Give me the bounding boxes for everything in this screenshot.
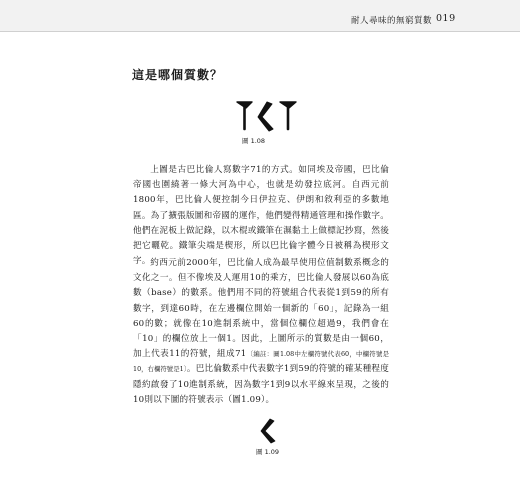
running-title: 耐人尋味的無窮質數 [350,16,432,26]
paragraph-2 [133,256,389,408]
header-divider [0,31,520,32]
babylonian-cuneiform-71-icon [232,98,302,134]
paragraph-2-text [133,256,389,408]
figure-2-caption: 圖 1.09 [256,448,280,456]
babylonian-cuneiform-ten-icon [257,418,279,444]
paragraph-1-text: 上圖是古巴比倫人寫數字71的方式。如同埃及帝國，巴比倫帝國也圍繞著一條大河為中心，也就是幼發拉底河。自西元前1800年，巴比倫人便控制今日伊拉克、伊朗和敘利亞的多數地區。為了擴張版圖和帝國的運作，他們變得精通管理和操作數字。他們在泥板上做記錄，以木棍或鐵筆在濕黏土上做標記抄寫，然後把它曬乾。鐵筆尖端是楔形，所以巴比倫字體今日被稱為楔形文字。 [133,165,389,267]
paragraph-2-tail: 。巴比倫數系中代表數字1到59的符號的確某種程度隱約啟發了10進制系統，因為數字1到9以水平線來呈現，之後的10則以下圖的符號表示（圖1.09）。 [133,364,389,405]
figure-1-caption: 圖 1.08 [242,137,266,145]
paragraph-1 [133,163,389,269]
section-title: 這是哪個質數？ [132,68,224,82]
editor-note: 〔編註：圖1.08中左欄符號代表60，中欄符號是10，右欄符號是1〕 [133,350,389,374]
page-number: 019 [436,13,456,24]
paragraph-2-main: 約西元前2000年，巴比倫人成為最早使用位值制數系概念的文化之一。但不像埃及人運用10的乘方，巴比倫人發展以60為底數（base）的數系。他們用不同的符號組合代表從1到59的所有數字，到達60時，在左邊欄位開始一個新的「60」，記錄為一組60的數；就像在10進制系統中，當個位欄位超過9，我們會在「10」的欄位放上一個1。因此，上圖所示的質數是由一個60，加上代表11的符號，組成71 [133,258,389,360]
